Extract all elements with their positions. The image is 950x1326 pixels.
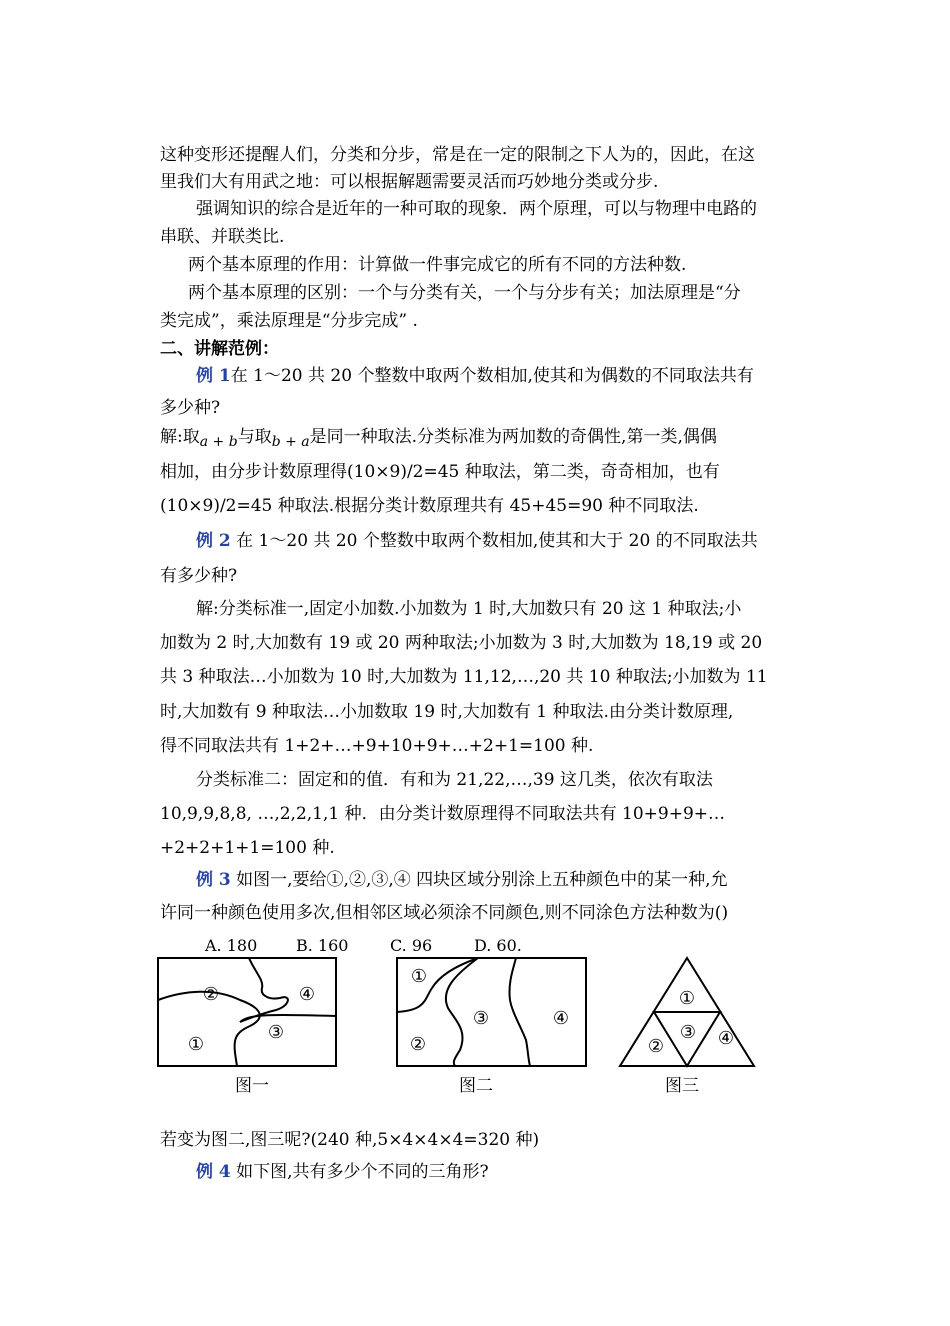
region-label-4: ④ xyxy=(298,984,316,1005)
paragraph-line: 两个基本原理的区别：一个与分类有关，一个与分步有关；加法原理是“分 xyxy=(188,283,741,303)
region-label-4: ④ xyxy=(552,1008,570,1029)
figure-1 xyxy=(158,958,336,1066)
example-2-solution-line: 得不同取法共有 1+2+…+9+10+9+…+2+1=100 种. xyxy=(160,736,594,756)
example-1-question: 例 1在 1～20 共 20 个整数中取两个数相加,使其和为偶数的不同取法共有 xyxy=(196,366,754,386)
example-2-solution-2: 分类标准二：固定和的值．有和为 21,22,…,39 这几类，依次有取法 xyxy=(196,770,713,790)
example-2-solution-line: 时,大加数有 9 种取法…小加数取 19 时,大加数有 1 种取法.由分类计数原理, xyxy=(160,702,734,722)
example-1-solution-line2: 相加，由分步计数原理得(10×9)/2=45 种取法，第二类，奇奇相加，也有 xyxy=(160,462,720,482)
region-label-3: ③ xyxy=(679,1022,697,1043)
figure-2-caption: 图二 xyxy=(459,1076,493,1096)
example-label: 例 3 xyxy=(196,870,231,890)
example-4-question: 例 4 如下图,共有多少个不同的三角形? xyxy=(196,1162,489,1182)
paragraph-line: 这种变形还提醒人们，分类和分步，常是在一定的限制之下人为的，因此，在这 xyxy=(160,145,755,165)
region-label-3: ③ xyxy=(267,1022,285,1043)
paragraph-line: 强调知识的综合是近年的一种可取的现象．两个原理，可以与物理中电路的 xyxy=(196,199,757,219)
option-b: B. 160 xyxy=(296,936,349,955)
example-2-solution-line: 共 3 种取法…小加数为 10 时,大加数为 11,12,…,20 共 10 种取法;小加数为 11 xyxy=(160,667,768,687)
region-label-2: ② xyxy=(409,1034,427,1055)
example-1-solution-line3: (10×9)/2=45 种取法.根据分类计数原理共有 45+45=90 种不同取法. xyxy=(160,496,699,516)
figure-3 xyxy=(620,958,754,1066)
region-label-1: ① xyxy=(187,1034,205,1055)
example-3-question-line2: 许同一种颜色使用多次,但相邻区域必须涂不同颜色,则不同涂色方法种数为() xyxy=(160,903,729,923)
example-2-solution-2-line: 10,9,9,8,8, …,2,2,1,1 种．由分类计数原理得不同取法共有 10+9+9+… xyxy=(160,804,726,824)
region-label-3: ③ xyxy=(472,1008,490,1029)
option-c: C. 96 xyxy=(390,936,433,955)
region-label-1: ① xyxy=(410,966,428,987)
paragraph-line: 两个基本原理的作用：计算做一件事完成它的所有不同的方法种数. xyxy=(188,255,687,275)
example-3-question: 例 3 如图一,要给①,②,③,④ 四块区域分别涂上五种颜色中的某一种,允 xyxy=(196,870,728,890)
example-3-follow-up: 若变为图二,图三呢?(240 种,5×4×4×4=320 种) xyxy=(160,1130,540,1150)
example-2-solution-line: 加数为 2 时,大加数有 19 或 20 两种取法;小加数为 3 时,大加数为 18,19 或 20 xyxy=(160,633,763,653)
example-label: 例 1 xyxy=(196,366,231,386)
region-label-4: ④ xyxy=(717,1028,735,1049)
region-label-2: ② xyxy=(647,1036,665,1057)
option-a: A. 180 xyxy=(205,936,258,955)
paragraph-line: 类完成”，乘法原理是“分步完成” . xyxy=(160,311,418,331)
math-expression: b + a xyxy=(271,434,310,450)
figure-1-caption: 图一 xyxy=(235,1076,269,1096)
paragraph-line: 里我们大有用武之地：可以根据解题需要灵活而巧妙地分类或分步. xyxy=(160,172,659,192)
paragraph-line: 串联、并联类比. xyxy=(160,227,285,247)
example-2-solution-2-line: +2+2+1+1=100 种. xyxy=(160,838,335,858)
example-2-solution: 解:分类标准一,固定小加数.小加数为 1 时,大加数只有 20 这 1 种取法;小 xyxy=(196,599,742,619)
example-1-question-line2: 多少种? xyxy=(160,398,221,418)
example-1-solution: 解:取$_{a + b}$与取$_{b + a}$是同一种取法.分类标准为两加数的奇偶性,第一类,偶偶 xyxy=(160,427,717,450)
figure-3-caption: 图三 xyxy=(665,1076,699,1096)
example-label: 例 4 xyxy=(196,1162,231,1182)
math-expression: a + b xyxy=(199,434,238,450)
example-label: 例 2 xyxy=(196,531,231,551)
example-2-question-line2: 有多少种? xyxy=(160,566,238,586)
region-label-1: ① xyxy=(678,988,696,1009)
example-2-question: 例 2 在 1～20 共 20 个整数中取两个数相加,使其和大于 20 的不同取法共 xyxy=(196,531,758,551)
section-heading: 二、讲解范例： xyxy=(160,339,279,359)
region-label-2: ② xyxy=(202,984,220,1005)
option-d: D. 60. xyxy=(474,936,522,955)
